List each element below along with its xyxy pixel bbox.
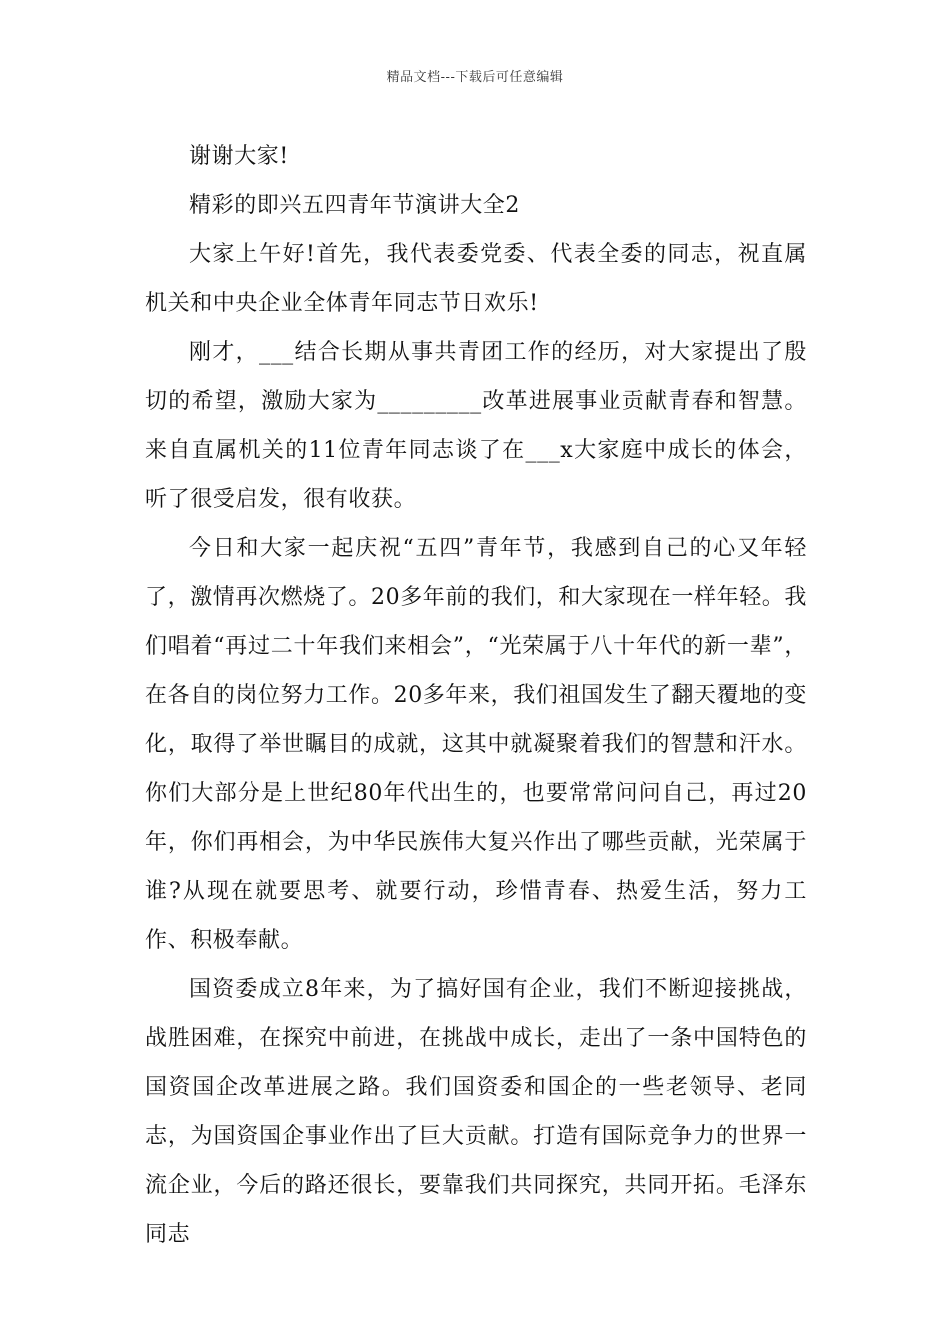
paragraph-body: 国资委成立8年来，为了搞好国有企业，我们不断迎接挑战，战胜困难，在探究中前进，在挑战中成长，走出了一条中国特色的国资国企改革进展之路。我们国资委和国企的一些老领导、老同志，为国资国企事业作出了巨大贡献。打造有国际竞争力的世界一流企业，今后的路还很长，要靠我们共同探究，共同开拓。毛泽东同志 (145, 977, 807, 1247)
paragraph-body: 今日和大家一起庆祝“五四”青年节，我感到自己的心又年轻了，激情再次燃烧了。20多年前的我们，和大家现在一样年轻。我们唱着“再过二十年我们来相会”，“光荣属于八十年代的新一辈”，在各自的岗位努力工作。20多年来，我们祖国发生了翻天覆地的变化，取得了举世瞩目的成就，这其中就凝聚着我们的智慧和汗水。你们大部分是上世纪80年代出生的，也要常常问问自己，再过20年，你们再相会，为中华民族伟大复兴作出了哪些贡献，光荣属于谁?从现在就要思考、就要行动，珍惜青春、热爱生活，努力工作、积极奉献。 (145, 536, 807, 953)
page-header: 精品文档---下载后可任意编辑 (386, 70, 564, 85)
paragraph-body: 刚才，___结合长期从事共青团工作的经历，对大家提出了殷切的希望，激励大家为_________改革进展事业贡献青春和智慧。来自直属机关的11位青年同志谈了在___x大家庭中成长的体会，听了很受启发，很有收获。 (145, 340, 807, 512)
paragraph-title: 精彩的即兴五四青年节演讲大全2 (189, 193, 520, 218)
paragraph-closing: 谢谢大家! (189, 144, 289, 169)
paragraph-greeting: 大家上午好!首先，我代表委党委、代表全委的同志，祝直属机关和中央企业全体青年同志节日欢乐! (145, 242, 807, 316)
document-body (145, 132, 807, 1259)
